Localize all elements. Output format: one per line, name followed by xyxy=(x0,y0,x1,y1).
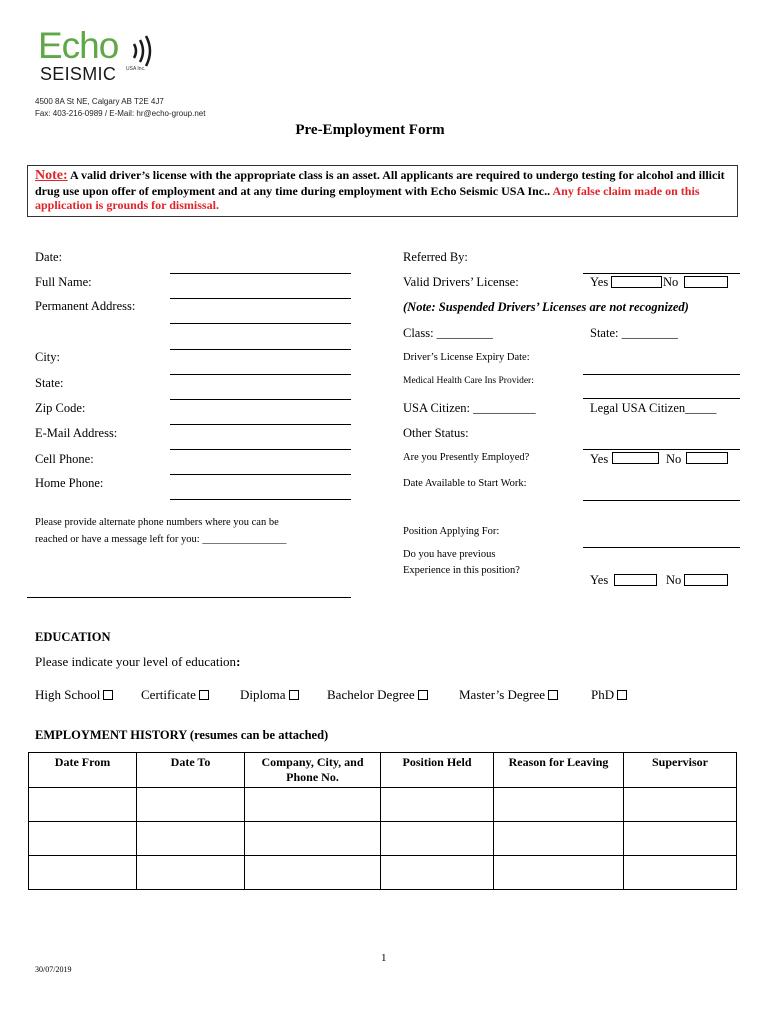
full-name-label: Full Name: xyxy=(35,275,92,289)
note-text xyxy=(35,168,735,213)
table-cell[interactable] xyxy=(381,788,494,822)
table-cell[interactable] xyxy=(381,822,494,856)
table-cell[interactable] xyxy=(494,822,624,856)
table-cell[interactable] xyxy=(137,788,245,822)
logo-usa-text: USA Inc. xyxy=(126,66,146,72)
education-option-high-school[interactable] xyxy=(35,687,113,702)
legal-usa-citizen-field[interactable]: Legal USA Citizen_____ xyxy=(590,401,717,415)
education-prompt-text: Please indicate your level of education xyxy=(35,654,237,669)
column-header: Supervisor xyxy=(624,753,737,788)
employed-no-checkbox[interactable] xyxy=(686,452,728,464)
column-header: Company, City, and Phone No. xyxy=(245,753,381,788)
permanent-address-label: Permanent Address: xyxy=(35,299,136,313)
employed-no-label: No xyxy=(666,452,682,466)
checkbox[interactable] xyxy=(289,690,299,700)
table-cell[interactable] xyxy=(137,822,245,856)
education-option-bachelor[interactable] xyxy=(327,687,428,702)
alternate-phone-text-2: reached or have a message left for you: ________________ xyxy=(35,534,287,545)
employment-heading-note: (resumes can be attached) xyxy=(186,728,329,742)
alternate-phone-text-1: Please provide alternate phone numbers where you can be xyxy=(35,517,279,528)
previous-experience-label-2: Experience in this position? xyxy=(403,565,520,576)
license-no-label: No xyxy=(663,275,679,289)
home-phone-label: Home Phone: xyxy=(35,476,104,490)
permanent-address-input[interactable] xyxy=(170,298,351,299)
education-option-label: Diploma xyxy=(240,687,286,702)
referred-by-label: Referred By: xyxy=(403,250,468,264)
employment-heading xyxy=(35,728,328,743)
logo-echo-text: Echo xyxy=(38,25,119,66)
education-option-masters[interactable] xyxy=(459,687,558,702)
column-header: Position Held xyxy=(381,753,494,788)
suspended-license-note: (Note: Suspended Drivers’ Licenses are not recognized) xyxy=(403,300,689,314)
permanent-address-line3-input[interactable] xyxy=(170,349,351,350)
previous-experience-label-1: Do you have previous xyxy=(403,549,496,560)
table-cell[interactable] xyxy=(245,822,381,856)
table-row xyxy=(29,788,737,822)
license-state-field[interactable]: State: _________ xyxy=(590,326,678,340)
table-cell[interactable] xyxy=(624,822,737,856)
education-heading: EDUCATION xyxy=(35,630,111,644)
employment-history-table xyxy=(28,752,737,890)
valid-license-line xyxy=(583,273,740,274)
permanent-address-line2-input[interactable] xyxy=(170,323,351,324)
table-cell[interactable] xyxy=(29,788,137,822)
date-available-label: Date Available to Start Work: xyxy=(403,478,527,489)
date-available-input[interactable] xyxy=(583,500,740,501)
education-option-label: PhD xyxy=(591,687,615,702)
city-label: City: xyxy=(35,350,61,364)
license-expiry-input[interactable] xyxy=(583,374,740,375)
email-input[interactable] xyxy=(170,449,351,450)
experience-no-checkbox[interactable] xyxy=(684,574,728,586)
state-input[interactable] xyxy=(170,399,351,400)
position-applying-label: Position Applying For: xyxy=(403,526,500,537)
note-warning: Any false claim made on this application is grounds for dismissal. xyxy=(35,183,700,212)
checkbox[interactable] xyxy=(103,690,113,700)
column-header: Reason for Leaving xyxy=(494,753,624,788)
experience-yes-checkbox[interactable] xyxy=(614,574,657,586)
table-row xyxy=(29,822,737,856)
state-label: State: xyxy=(35,376,64,390)
note-label: Note: xyxy=(35,168,68,183)
valid-license-label: Valid Drivers’ License: xyxy=(403,275,519,289)
usa-citizen-field[interactable]: USA Citizen: __________ xyxy=(403,401,536,415)
medical-provider-input[interactable] xyxy=(583,398,740,399)
zip-label: Zip Code: xyxy=(35,401,86,415)
table-cell[interactable] xyxy=(494,856,624,890)
full-name-input[interactable] xyxy=(170,273,351,274)
table-cell[interactable] xyxy=(29,822,137,856)
other-status-input[interactable] xyxy=(583,449,740,450)
cell-phone-input[interactable] xyxy=(170,474,351,475)
date-label: Date: xyxy=(35,250,63,264)
zip-input[interactable] xyxy=(170,424,351,425)
table-cell[interactable] xyxy=(381,856,494,890)
checkbox[interactable] xyxy=(548,690,558,700)
table-cell[interactable] xyxy=(137,856,245,890)
footer-date: 30/07/2019 xyxy=(35,965,72,974)
other-status-label: Other Status: xyxy=(403,426,469,440)
experience-yes-label: Yes xyxy=(590,573,609,587)
checkbox[interactable] xyxy=(418,690,428,700)
alternate-phone-input[interactable] xyxy=(27,597,351,598)
table-cell[interactable] xyxy=(245,856,381,890)
employed-yes-label: Yes xyxy=(590,452,609,466)
education-option-label: Master’s Degree xyxy=(459,687,546,702)
experience-no-label: No xyxy=(666,573,682,587)
logo-seismic-text: SEISMIC xyxy=(40,64,117,84)
medical-provider-label: Medical Health Care Ins Provider: xyxy=(403,376,534,386)
education-prompt-colon: : xyxy=(236,654,241,669)
page-number: 1 xyxy=(381,952,387,964)
table-cell[interactable] xyxy=(245,788,381,822)
class-field[interactable]: Class: _________ xyxy=(403,326,493,340)
checkbox[interactable] xyxy=(199,690,209,700)
company-contact: Fax: 403-216-0989 / E-Mail: hr@echo-group.net xyxy=(35,109,206,118)
sound-waves-icon xyxy=(130,34,158,68)
cell-phone-label: Cell Phone: xyxy=(35,452,94,466)
education-prompt xyxy=(35,654,240,670)
table-cell[interactable] xyxy=(624,856,737,890)
education-option-diploma[interactable] xyxy=(240,687,299,702)
education-option-label: Bachelor Degree xyxy=(327,687,415,702)
home-phone-input[interactable] xyxy=(170,499,351,500)
license-no-checkbox[interactable] xyxy=(684,276,728,288)
table-row xyxy=(29,856,737,890)
checkbox[interactable] xyxy=(617,690,627,700)
position-applying-input[interactable] xyxy=(583,547,740,548)
table-cell[interactable] xyxy=(494,788,624,822)
city-input[interactable] xyxy=(170,374,351,375)
license-expiry-label: Driver’s License Expiry Date: xyxy=(403,352,530,363)
table-header-row xyxy=(29,753,737,788)
column-header: Date From xyxy=(29,753,137,788)
education-option-label: Certificate xyxy=(141,687,196,702)
page-title: Pre-Employment Form xyxy=(295,122,445,138)
presently-employed-label: Are you Presently Employed? xyxy=(403,452,530,463)
education-option-phd[interactable] xyxy=(591,687,627,702)
license-yes-label: Yes xyxy=(590,275,609,289)
license-yes-checkbox[interactable] xyxy=(611,276,662,288)
email-label: E-Mail Address: xyxy=(35,426,118,440)
column-header: Date To xyxy=(137,753,245,788)
note-body: A valid driver’s license with the appropriate class is an asset. All applicants are required to undergo testing for alcohol and illicit drug use upon offer of employment and at any time during employment with Echo Seismic USA Inc.. xyxy=(35,168,725,198)
education-option-label: High School xyxy=(35,687,101,702)
education-option-certificate[interactable] xyxy=(141,687,209,702)
table-cell[interactable] xyxy=(29,856,137,890)
table-cell[interactable] xyxy=(624,788,737,822)
employment-heading-text: EMPLOYMENT HISTORY xyxy=(35,728,187,742)
employed-yes-checkbox[interactable] xyxy=(612,452,659,464)
company-address: 4500 8A St NE, Calgary AB T2E 4J7 xyxy=(35,97,164,106)
